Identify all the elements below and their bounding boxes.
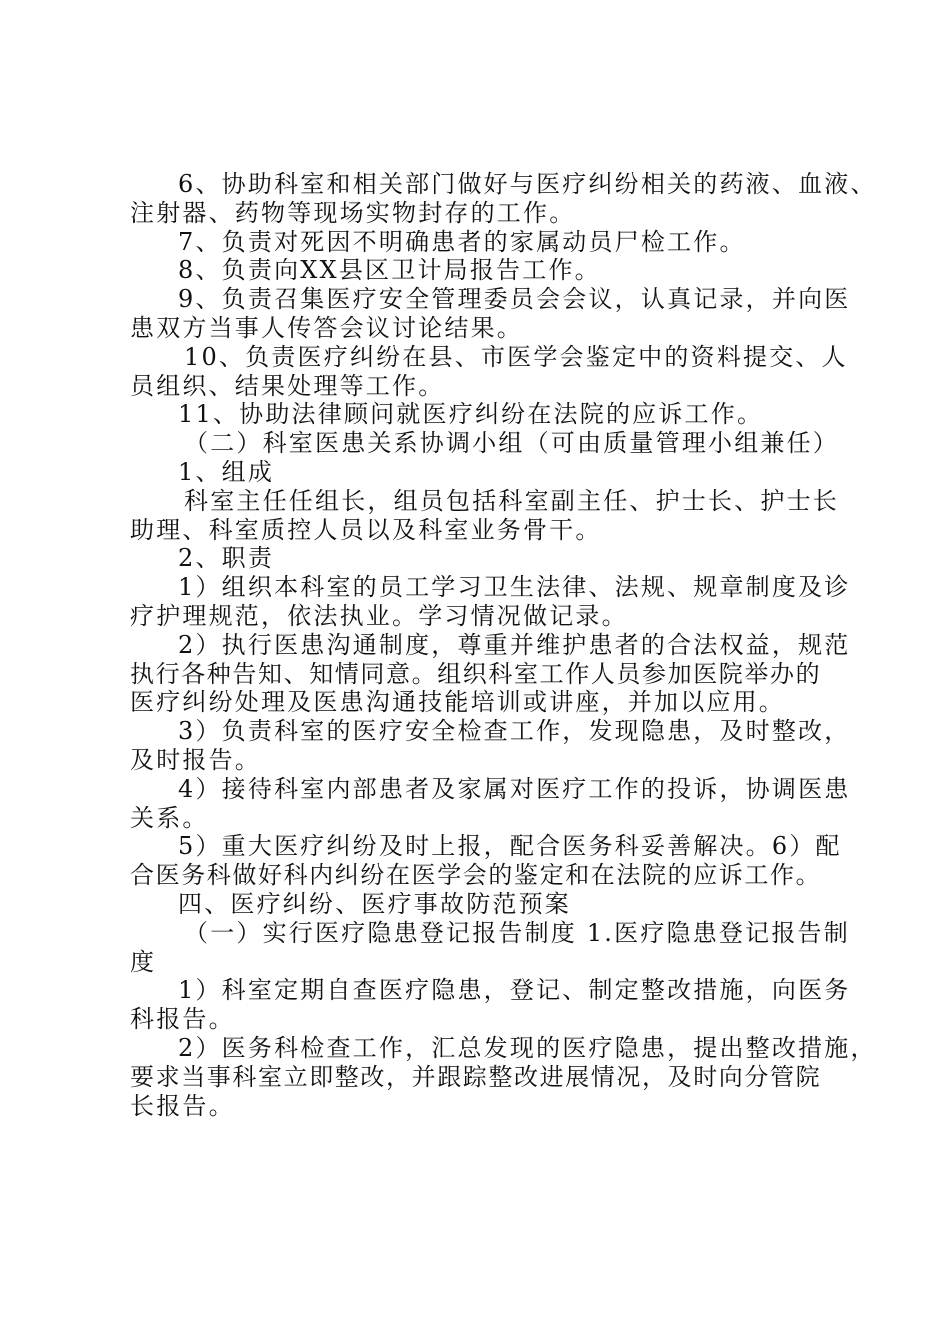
paragraph-line: 1）组织本科室的员工学习卫生法律、法规、规章制度及诊	[178, 573, 851, 602]
paragraph-line: 3）负责科室的医疗安全检查工作，发现隐患，及时整改，	[178, 717, 851, 746]
paragraph-line: 要求当事科室立即整改，并跟踪整改进展情况，及时向分管院	[130, 1062, 822, 1091]
paragraph-line: 5）重大医疗纠纷及时上报，配合医务科妥善解决。6）配	[178, 832, 842, 861]
paragraph-line: 员组织、结果处理等工作。	[130, 371, 445, 400]
paragraph-line: 合医务科做好科内纠纷在医学会的鉴定和在法院的应诉工作。	[130, 861, 822, 890]
paragraph-line: 7、负责对死因不明确患者的家属动员尸检工作。	[178, 227, 746, 256]
paragraph-line: 2）执行医患沟通制度，尊重并维护患者的合法权益，规范	[178, 630, 851, 659]
section-heading: （一）实行医疗隐患登记报告制度 1.医疗隐患登记报告制	[184, 918, 850, 947]
paragraph-line: 执行各种告知、知情同意。组织科室工作人员参加医院举办的	[130, 659, 822, 688]
paragraph-line: 科报告。	[130, 1005, 235, 1034]
paragraph-line: 关系。	[130, 803, 209, 832]
paragraph-line: 8、负责向XX县区卫计局报告工作。	[178, 256, 601, 285]
paragraph-line: 注射器、药物等现场实物封存的工作。	[130, 198, 576, 227]
section-heading: （二）科室医患关系协调小组（可由质量管理小组兼任）	[184, 429, 839, 458]
paragraph-line: 助理、科室质控人员以及科室业务骨干。	[130, 515, 602, 544]
paragraph-line: 度	[130, 947, 157, 976]
paragraph-line: 11、协助法律顾问就医疗纠纷在法院的应诉工作。	[178, 400, 764, 429]
paragraph-line: 长报告。	[130, 1091, 235, 1120]
document-body	[130, 170, 877, 1120]
paragraph-line: 患双方当事人传答会议讨论结果。	[130, 313, 523, 342]
subsection-heading: 1、组成	[178, 457, 275, 486]
paragraph-line: 科室主任任组长，组员包括科室副主任、护士长、护士长	[184, 486, 839, 515]
paragraph-line: 4）接待科室内部患者及家属对医疗工作的投诉，协调医患	[178, 774, 851, 803]
paragraph-line: 1）科室定期自查医疗隐患，登记、制定整改措施，向医务	[178, 976, 851, 1005]
paragraph-line: 10、负责医疗纠纷在县、市医学会鉴定中的资料提交、人	[184, 342, 848, 371]
section-heading: 四、医疗纠纷、医疗事故防范预案	[178, 889, 571, 918]
subsection-heading: 2、职责	[178, 544, 275, 573]
paragraph-line: 2）医务科检查工作，汇总发现的医疗隐患，提出整改措施，	[178, 1033, 877, 1062]
paragraph-line: 医疗纠纷处理及医患沟通技能培训或讲座，并加以应用。	[130, 688, 785, 717]
paragraph-line: 9、负责召集医疗安全管理委员会会议，认真记录，并向医	[178, 285, 851, 314]
paragraph-line: 疗护理规范，依法执业。学习情况做记录。	[130, 601, 628, 630]
paragraph-line: 及时报告。	[130, 745, 261, 774]
paragraph-line: 6、协助科室和相关部门做好与医疗纠纷相关的药液、血液、	[178, 170, 877, 198]
